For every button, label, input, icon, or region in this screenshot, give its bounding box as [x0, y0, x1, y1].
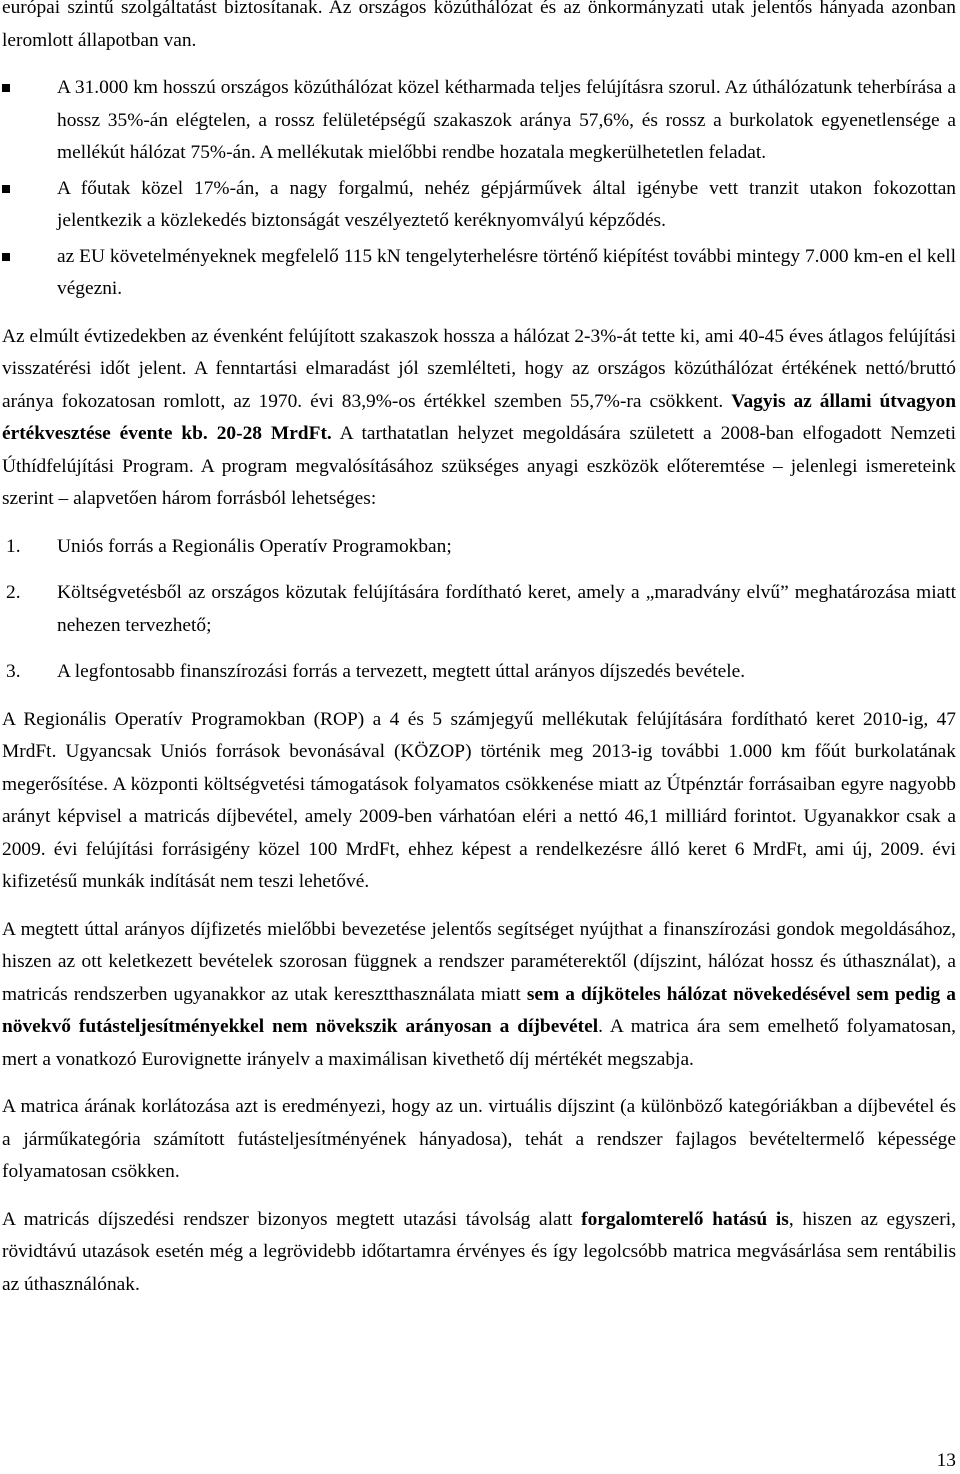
paragraph-text: . A matrica ára sem emelhető folyamatosan, mert a vonatkozó Eurovignette irányelv a maximálisan kivethető díj mértékét megszabja. [2, 1016, 956, 1070]
paragraph-rop: A Regionális Operatív Programokban (ROP) a 4 és 5 számjegyű mellékutak felújítására fordítható keret 2010-ig, 47 MrdFt. Ugyancsak Uniós források bevonásával (KÖZOP) történik meg 2013-ig további 1.000 km főút burkolatának megerősítése. A központi költségvetési támogatások folyamatos csökkenése miatt az Útpénztár forrásaiban egyre nagyobb arányt képvisel a matricás díjbevétel, amely 2009-ben várhatóan eléri a nettó 46,1 milliárd forintot. Ugyanakkor csak a 2009. évi felújítási forrásigény közel 100 MrdFt, ehhez képest a rendelkezésre álló keret 6 MrdFt, ami új, 2009. évi kifizetésű munkák indítását nem teszi lehetővé. [2, 708, 956, 892]
numbered-item [2, 531, 956, 564]
numbered-item [2, 577, 956, 642]
paragraph-distance-fee [2, 914, 956, 1077]
page-number: 13 [936, 1450, 956, 1471]
bullet-item [2, 241, 956, 306]
bullet-list [2, 72, 956, 306]
paragraph-text: Az elmúlt évtizedekben az évenként felújított szakaszok hossza a hálózat 2-3%-át tette ki, ami 40-45 éves átlagos felújítási visszatérési időt jelent. A fenntartási elmaradást jól szemlélteti, hogy az országos közúthálózat értékének nettó/bruttó aránya fokozatosan romlott, az 1970. évi 83,9%-os értékkel szemben 55,7%-ra csökkent. [2, 325, 956, 412]
square-bullet-icon [2, 185, 10, 193]
paragraph-renewal-history [2, 321, 956, 516]
numbered-item [2, 656, 956, 689]
paragraph-text: A tarthatatlan helyzet megoldására született a 2008-ban elfogadott Nemzeti Úthídfelújítási Program. A program megvalósításához szükséges anyagi eszközök előteremtése – jelenlegi ismereteink szerint – alapvetően három forrásból lehetséges: [2, 423, 957, 509]
item-number: 3. [6, 661, 21, 682]
paragraph-vignette-price: A matrica árának korlátozása azt is eredményezi, hogy az un. virtuális díjszint (a különböző kategóriákban a díjbevétel és a járműkategória számított futásteljesítményének hányadosa), tehát a rendszer fajlagos bevételtermelő képessége folyamatosan csökken. [2, 1096, 956, 1182]
paragraph-traffic-diversion [2, 1204, 956, 1302]
paragraph-text: A matricás díjszedési rendszer bizonyos megtett utazási távolság alatt [2, 1208, 582, 1230]
item-number: 1. [6, 535, 21, 557]
bullet-text: A 31.000 km hosszú országos közúthálózat közel kétharmada teljes felújításra szorul. Az úthálózatunk teherbírása a hossz 35%-án elégtelen, a rossz felületépségű szakaszok aránya 57,6%, és rossz a burkolatok egyenetlensége a mellékút hálózat 75%-án. A mellékutak mielőbbi rendbe hozatala megkerülhetetlen feladat. [57, 77, 956, 163]
item-text: A legfontosabb finanszírozási forrás a tervezett, megtett úttal arányos díjszedés bevétele. [57, 661, 746, 682]
lead-paragraph: európai szintű szolgáltatást biztosítanak. Az országos közúthálózat és az önkormányzati utak jelentős hányada azonban leromlott állapotban van. [2, 0, 956, 51]
bullet-item [2, 72, 956, 170]
item-text: Uniós forrás a Regionális Operatív Programokban; [57, 535, 452, 557]
bullet-text: az EU követelményeknek megfelelő 115 kN tengelyterhelésre történő kiépítést további mintegy 7.000 km-en el kell végezni. [57, 245, 956, 299]
square-bullet-icon [2, 253, 10, 261]
bullet-text: A főutak közel 17%-án, a nagy forgalmú, nehéz gépjárművek által igénybe vett tranzit utakon fokozottan jelentkezik a közlekedés biztonságát veszélyeztető keréknyomvályú képződés. [57, 177, 956, 231]
paragraph-bold-text: forgalomterelő hatású is [581, 1208, 789, 1230]
paragraph-bold-text: sem a díjköteles hálózat növekedésével sem pedig a növekvő futásteljesítményekkel nem növekszik arányosan a díjbevétel [2, 983, 956, 1037]
bullet-item [2, 173, 956, 238]
item-text: Költségvetésből az országos közutak felújítására fordítható keret, amely a „maradvány elvű” meghatározása miatt nehezen tervezhető; [57, 582, 956, 636]
paragraph-text: , hiszen az egyszeri, rövidtávú utazások esetén még a legrövidebb időtartamra érvényes és így legolcsóbb matrica megvásárlása sem rentábilis az úthasználónak. [2, 1208, 956, 1295]
paragraph-text: A megtett úttal arányos díjfizetés mielőbbi bevezetése jelentős segítséget nyújthat a finanszírozási gondok megoldásához, hiszen az ott keletkezett bevételek szorosan függnek a rendszer paraméterektől (díjszint, hálózat hossz és úthasználat), a matricás rendszerben ugyanakkor az utak keresztthasználata miatt [2, 918, 956, 1005]
item-number: 2. [6, 582, 21, 603]
document-page [2, 0, 956, 1316]
numbered-list [2, 531, 956, 689]
paragraph-bold-text: Vagyis az állami útvagyon értékvesztése évente kb. 20-28 MrdFt. [2, 390, 956, 444]
square-bullet-icon [2, 84, 10, 92]
